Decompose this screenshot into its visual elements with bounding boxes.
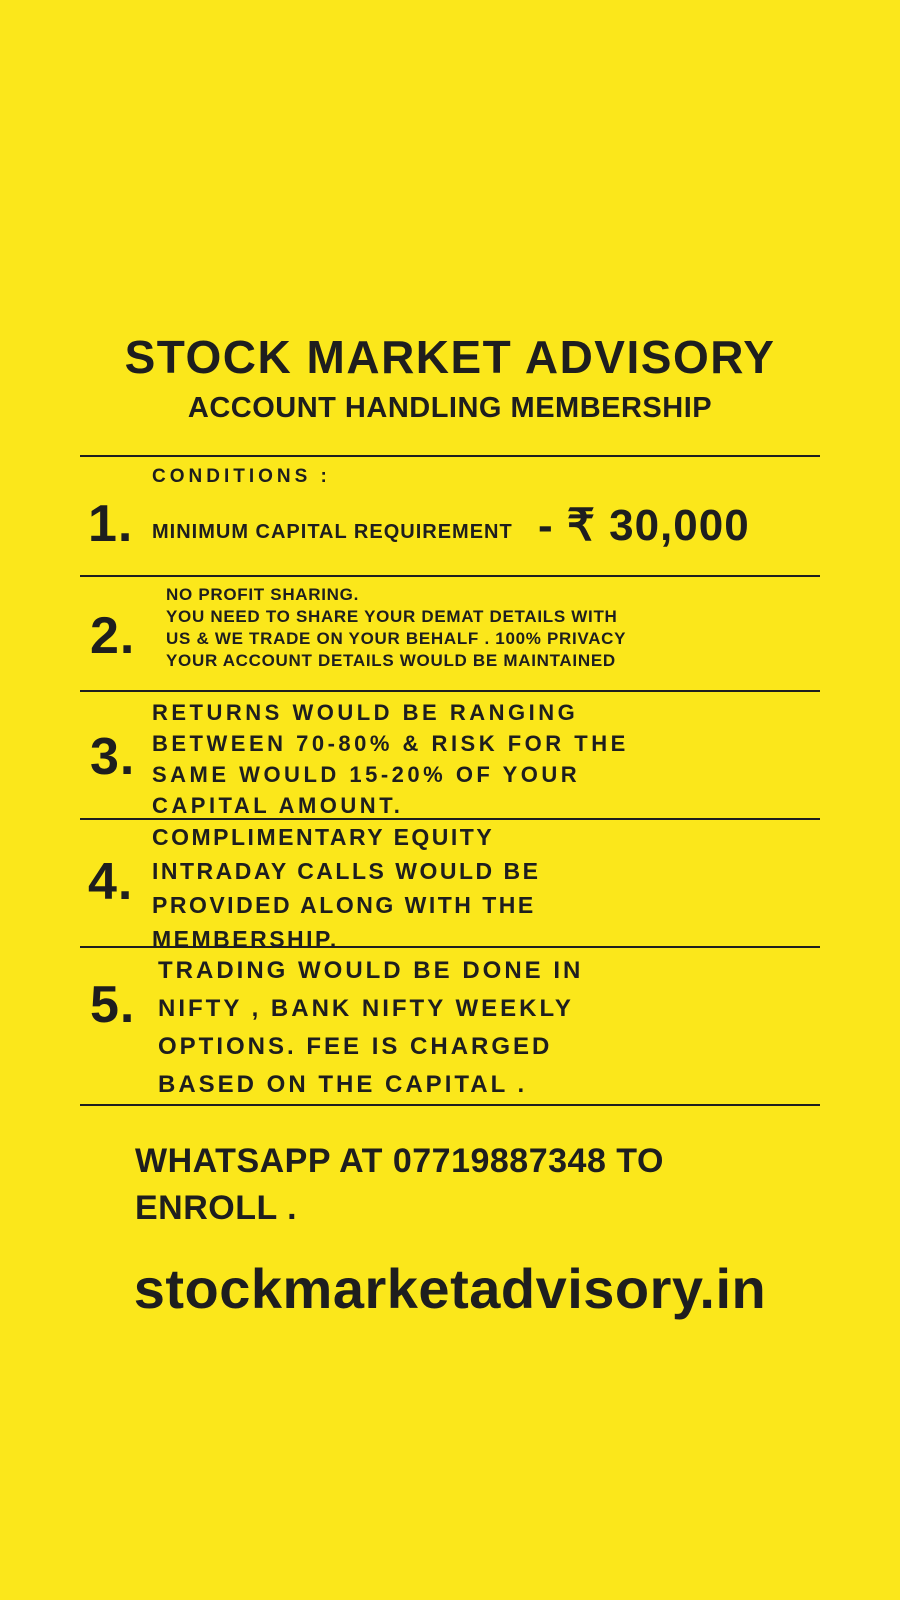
item-2-line: YOUR ACCOUNT DETAILS WOULD BE MAINTAINED <box>166 651 616 670</box>
conditions-label: CONDITIONS : <box>152 466 331 487</box>
item-2-number: 2. <box>90 607 136 665</box>
item-4-line: INTRADAY CALLS WOULD BE <box>152 858 541 884</box>
item-2-line: US & WE TRADE ON YOUR BEHALF . 100% PRIVACY <box>166 629 627 648</box>
item-2-line: YOU NEED TO SHARE YOUR DEMAT DETAILS WITH <box>166 607 618 626</box>
divider <box>80 946 820 948</box>
item-3-line: BETWEEN 70-80% & RISK FOR THE <box>152 731 629 756</box>
item-3-line: CAPITAL AMOUNT. <box>152 793 404 818</box>
divider <box>80 455 820 457</box>
item-3-number: 3. <box>90 728 136 786</box>
item-5-number: 5. <box>90 976 136 1034</box>
item-4-text <box>152 820 540 956</box>
page-subtitle: ACCOUNT HANDLING MEMBERSHIP <box>187 392 713 424</box>
item-5-line: NIFTY , BANK NIFTY WEEKLY <box>158 995 574 1022</box>
whatsapp-line: WHATSAPP AT 07719887348 TO <box>135 1142 664 1180</box>
item-3-line: SAME WOULD 15-20% OF YOUR <box>152 762 581 787</box>
capital-amount: - ₹ 30,000 <box>538 501 750 550</box>
page-title: STOCK MARKET ADVISORY <box>124 331 776 383</box>
divider <box>80 1104 820 1106</box>
website-url: stockmarketadvisory.in <box>133 1257 767 1320</box>
item-3-line: RETURNS WOULD BE RANGING <box>152 700 579 725</box>
item-2-text <box>166 584 626 672</box>
item-4-line: PROVIDED ALONG WITH THE <box>152 892 536 918</box>
item-5-line: TRADING WOULD BE DONE IN <box>158 957 584 984</box>
item-2-line: NO PROFIT SHARING. <box>166 585 359 604</box>
whatsapp-enroll-text <box>135 1138 664 1232</box>
item-3-text <box>152 697 629 821</box>
item-5-text <box>158 952 583 1104</box>
item-1-label: MINIMUM CAPITAL REQUIREMENT <box>152 521 513 543</box>
divider <box>80 690 820 692</box>
divider <box>80 575 820 577</box>
item-1-number: 1. <box>88 495 134 553</box>
item-5-line: OPTIONS. FEE IS CHARGED <box>158 1033 553 1060</box>
whatsapp-line: ENROLL . <box>135 1189 298 1227</box>
item-5-line: BASED ON THE CAPITAL . <box>158 1071 528 1098</box>
item-4-number: 4. <box>88 853 134 911</box>
item-4-line: COMPLIMENTARY EQUITY <box>152 824 495 850</box>
item-4-line: MEMBERSHIP. <box>152 926 339 952</box>
